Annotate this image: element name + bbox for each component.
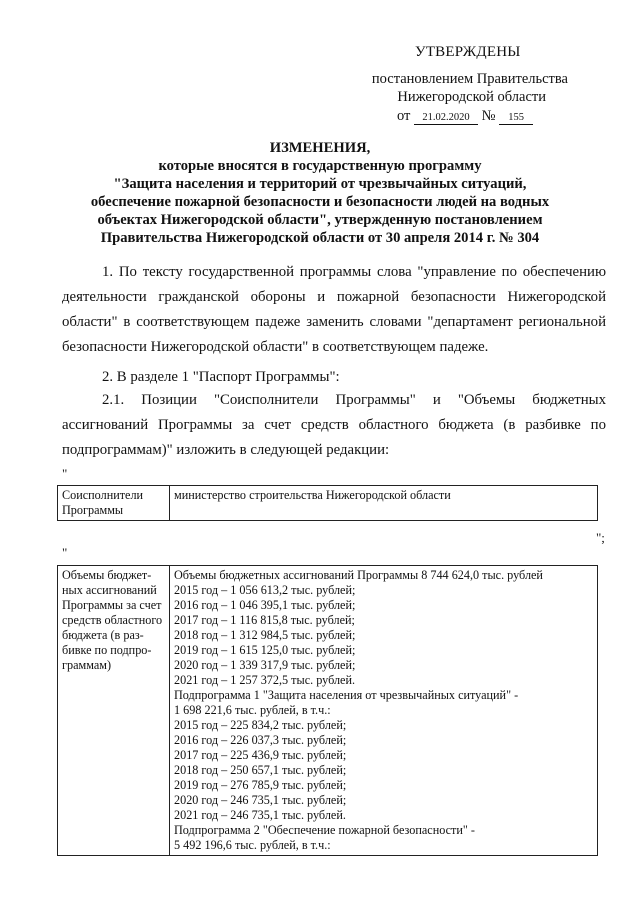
budget-line: 2017 год – 225 436,9 тыс. рублей; — [174, 748, 347, 762]
table-row — [58, 566, 598, 856]
coexecutors-label: Соисполнители Программы — [58, 486, 170, 521]
budget-line: 2021 год – 1 257 372,5 тыс. рублей. — [174, 673, 356, 687]
heading-line-5: объектах Нижегородской области", утвержденную постановлением — [97, 212, 543, 228]
heading-line-6: Правительства Нижегородской области от 30 апреля 2014 г. № 304 — [100, 230, 540, 246]
quote-open-1: " — [62, 466, 68, 481]
budget-line: 2021 год – 246 735,1 тыс. рублей. — [174, 808, 346, 822]
budget-line: 2017 год – 1 116 815,8 тыс. рублей; — [174, 613, 355, 627]
date-value: 21.02.2020 — [414, 112, 478, 125]
budget-line: 2015 год – 1 056 613,2 тыс. рублей; — [174, 583, 356, 597]
paragraph-2-text: 2. В разделе 1 "Паспорт Программы": — [102, 369, 340, 385]
approval-line-2: Нижегородской области — [397, 89, 546, 105]
paragraph-3 — [62, 388, 606, 463]
coexecutors-value: министерство строительства Нижегородской области — [170, 486, 598, 521]
paragraph-1-text: 1. По тексту государственной программы слова "управление по обеспечению деятельности гражданской обороны и пожарной безопасности Нижегородской области" в соответствующем падеже заменить словами "департамент региональной безопасности Нижегородской области" в соответствующем падеже. — [62, 264, 606, 355]
heading-line-3: "Защита населения и территорий от чрезвычайных ситуаций, — [113, 176, 527, 192]
heading-line-4: обеспечение пожарной безопасности и безопасности людей на водных — [90, 194, 550, 210]
coexecutors-table — [57, 485, 598, 521]
paragraph-1 — [62, 260, 606, 360]
budget-line: 2016 год – 226 037,3 тыс. рублей; — [174, 733, 347, 747]
quote-close-1: "; — [596, 530, 605, 545]
budget-line: 2019 год – 276 785,9 тыс. рублей; — [174, 778, 347, 792]
table-row — [58, 486, 598, 521]
budget-line: 2019 год – 1 615 125,0 тыс. рублей; — [174, 643, 356, 657]
date-prefix: от — [397, 108, 411, 124]
number-sign: № — [481, 108, 496, 124]
budget-line: 2015 год – 225 834,2 тыс. рублей; — [174, 718, 347, 732]
budget-line: Подпрограмма 1 "Защита населения от чрезвычайных ситуаций" - — [174, 688, 519, 702]
budget-label: Объемы бюджет-ных ассигнований Программы за счет средств областного бюджета (в раз-бивке по подпро-граммам) — [58, 566, 170, 856]
budget-line: Объемы бюджетных ассигнований Программы 8 744 624,0 тыс. рублей — [174, 568, 543, 582]
budget-values — [170, 566, 598, 856]
paragraph-3-text: 2.1. Позиции "Соисполнители Программы" и "Объемы бюджетных ассигнований Программы за счет средств областного бюджета (в разбивке по подпрограммам)" изложить в следующей редакции: — [62, 392, 606, 458]
budget-line: 1 698 221,6 тыс. рублей, в т.ч.: — [174, 703, 331, 717]
budget-line: 2020 год – 246 735,1 тыс. рублей; — [174, 793, 347, 807]
document-heading — [40, 139, 600, 247]
budget-table — [57, 565, 598, 856]
approval-date-line — [397, 108, 533, 125]
budget-line: 2018 год – 250 657,1 тыс. рублей; — [174, 763, 347, 777]
budget-line: Подпрограмма 2 "Обеспечение пожарной безопасности" - — [174, 823, 475, 837]
approval-title: УТВЕРЖДЕНЫ — [415, 44, 521, 60]
heading-line-1: ИЗМЕНЕНИЯ, — [269, 140, 371, 156]
paragraph-2 — [62, 365, 606, 390]
number-value: 155 — [499, 112, 533, 125]
budget-line: 5 492 196,6 тыс. рублей, в т.ч.: — [174, 838, 331, 852]
budget-line: 2016 год – 1 046 395,1 тыс. рублей; — [174, 598, 356, 612]
budget-line: 2018 год – 1 312 984,5 тыс. рублей; — [174, 628, 356, 642]
budget-line: 2020 год – 1 339 317,9 тыс. рублей; — [174, 658, 356, 672]
quote-open-2: " — [62, 545, 68, 560]
heading-line-2: которые вносятся в государственную программу — [158, 158, 482, 174]
approval-line-1: постановлением Правительства — [371, 71, 568, 87]
